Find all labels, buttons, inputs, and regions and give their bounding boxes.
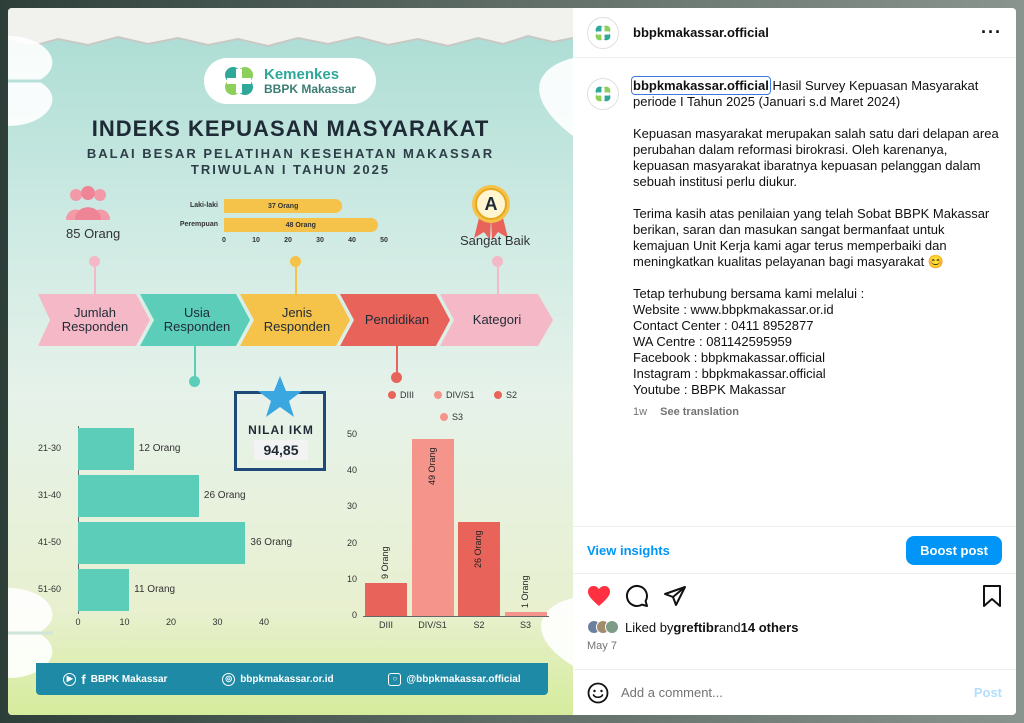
age-bar xyxy=(78,569,129,611)
ikm-value: 94,85 xyxy=(254,440,308,460)
age-category-label: 51-60 xyxy=(38,584,62,594)
avatar[interactable] xyxy=(587,17,619,49)
globe-icon: ◎ xyxy=(222,673,235,686)
education-y-tick: 30 xyxy=(346,501,357,512)
education-legend-dot xyxy=(434,391,442,399)
age-x-tick: 10 xyxy=(119,617,130,627)
contact-line: Youtube : BBPK Makassar xyxy=(633,382,786,397)
contact-line: Contact Center : 0411 8952877 xyxy=(633,318,814,333)
caption-avatar-logo-icon xyxy=(594,85,612,103)
caption-username[interactable]: bbpkmakassar.official xyxy=(633,78,769,93)
age-x-tick: 30 xyxy=(212,617,223,627)
age-category-label: 41-50 xyxy=(38,537,62,547)
gender-x-tick: 10 xyxy=(252,237,260,244)
education-bar xyxy=(505,612,547,616)
instagram-icon: ○ xyxy=(388,673,401,686)
youtube-icon: ▶ xyxy=(63,673,76,686)
age-bar-label: 11 Orang xyxy=(134,584,176,595)
caption-meta xyxy=(633,404,999,420)
age-x-tick: 40 xyxy=(258,617,269,627)
education-bar-label: 26 Orang xyxy=(473,530,483,568)
contact-line: Instagram : bbpkmakassar.official xyxy=(633,366,826,381)
logo-line2: BBPK Makassar xyxy=(264,81,357,96)
gender-x-tick: 0 xyxy=(222,237,226,244)
pin-line-respondents xyxy=(94,264,96,294)
liked-prefix: Liked by xyxy=(625,619,674,635)
education-category-label: DIII xyxy=(378,620,393,630)
liker-avatar xyxy=(605,620,619,634)
infographic-period: TRIWULAN I TAHUN 2025 xyxy=(190,162,391,177)
pin-dot-gender xyxy=(290,256,301,267)
education-legend-item xyxy=(388,390,414,400)
gender-x-tick: 40 xyxy=(348,237,356,244)
gender-x-tick: 30 xyxy=(316,237,324,244)
gender-bar-label: 48 Orang xyxy=(285,221,316,229)
post-age: 1w xyxy=(633,406,648,418)
education-category-label: DIV/S1 xyxy=(418,620,447,630)
education-y-tick: 0 xyxy=(351,610,357,620)
step-pendidikan: Pendidikan xyxy=(364,312,430,327)
boost-post-button[interactable]: Boost post xyxy=(906,536,1002,565)
gender-x-tick: 50 xyxy=(380,237,388,244)
pin-line-gender xyxy=(295,264,297,294)
footer-instagram xyxy=(388,673,520,686)
header-username[interactable]: bbpkmakassar.official xyxy=(633,25,769,40)
share-icon[interactable] xyxy=(663,584,687,608)
education-y-tick: 10 xyxy=(346,573,357,584)
likes-summary[interactable] xyxy=(573,618,1016,636)
caption-avatar[interactable] xyxy=(587,78,619,110)
pin-dot-age xyxy=(189,376,200,387)
post-header xyxy=(573,8,1016,58)
comment-input[interactable] xyxy=(621,685,962,700)
age-x-tick: 20 xyxy=(165,617,176,627)
post-image xyxy=(8,8,573,715)
education-legend-dot xyxy=(388,391,396,399)
education-legend-item xyxy=(434,390,475,400)
age-bar xyxy=(78,522,245,564)
heart-icon[interactable] xyxy=(587,585,611,607)
footer-instagram-text: @bbpkmakassar.official xyxy=(406,673,521,685)
caption-contact xyxy=(633,286,999,398)
liked-user[interactable]: greftibr xyxy=(673,619,719,635)
leaf-decoration-bottom-right xyxy=(523,598,573,668)
post-date: May 7 xyxy=(587,640,617,652)
pin-line-category xyxy=(497,264,499,294)
education-bar-label: 49 Orang xyxy=(426,447,437,485)
bookmark-icon[interactable] xyxy=(982,584,1002,608)
view-insights-link[interactable]: View insights xyxy=(587,542,670,558)
contact-line: Facebook : bbpkmakassar.official xyxy=(633,350,825,365)
pin-line-age xyxy=(194,346,196,380)
post-sidebar xyxy=(573,8,1016,715)
education-category-label: S3 xyxy=(519,620,531,630)
infographic-footer xyxy=(36,663,548,695)
footer-facebook-text: BBPK Makassar xyxy=(90,673,168,685)
step-jumlah-responden: Jumlah Responden xyxy=(61,305,129,334)
ikm-label: NILAI IKM xyxy=(248,423,314,437)
education-category-label: S2 xyxy=(473,620,485,630)
star-icon xyxy=(256,374,304,420)
kemenkes-logo-mark-icon xyxy=(222,64,256,98)
torn-paper-top xyxy=(8,8,573,56)
more-icon[interactable]: ··· xyxy=(981,22,1002,42)
footer-website xyxy=(222,673,333,686)
caption-paragraph-2: Terima kasih atas penilaian yang telah Sobat BBPK Makassar berikan, saran dan masukan sangat bermanfaat untuk kemajuan Unit Kerja kami agar terus memperbaiki dan meningkatkan kualitas pelayanan bagi masyarakat 😊 xyxy=(633,206,990,269)
education-legend-label: DIII xyxy=(400,390,415,400)
footer-website-text: bbpkmakassar.or.id xyxy=(240,673,334,685)
contact-line: WA Centre : 081142595959 xyxy=(633,334,793,349)
age-bar-label: 12 Orang xyxy=(138,443,181,454)
gender-category-label: Laki-laki xyxy=(189,202,218,209)
comment-icon[interactable] xyxy=(625,584,649,608)
age-x-tick: 0 xyxy=(75,617,81,627)
infographic-subtitle: BALAI BESAR PELATIHAN KESEHATAN MAKASSAR xyxy=(86,146,495,161)
pin-dot-respondents xyxy=(89,256,100,267)
age-category-label: 31-40 xyxy=(38,490,62,500)
people-icon xyxy=(64,186,112,222)
category-label: Sangat Baik xyxy=(460,233,531,248)
education-legend-item xyxy=(440,412,463,422)
contact-line: Website : www.bbpkmakassar.or.id xyxy=(633,302,834,317)
gender-bar xyxy=(224,199,342,213)
comment-bar xyxy=(573,669,1016,715)
education-legend-dot xyxy=(494,391,502,399)
step-usia-responden: Usia Responden xyxy=(163,305,231,334)
pin-dot-education xyxy=(391,372,402,383)
action-bar xyxy=(573,574,1016,618)
kemenkes-logo xyxy=(204,58,376,104)
education-axis-line xyxy=(363,616,549,617)
insights-row xyxy=(573,526,1016,574)
avatar-logo-icon xyxy=(594,24,612,42)
education-legend-item xyxy=(494,390,517,400)
education-y-tick: 50 xyxy=(346,429,357,439)
post-comment-button[interactable]: Post xyxy=(973,685,1002,700)
caption-area xyxy=(573,58,1016,526)
education-bar xyxy=(365,583,407,616)
education-legend-dot xyxy=(440,413,448,421)
gender-bar-label: 37 Orang xyxy=(268,202,299,210)
respondents-count: 85 Orang xyxy=(66,226,121,241)
gender-category-label: Perempuan xyxy=(179,221,218,228)
contact-line: Tetap terhubung bersama kami melalui : xyxy=(633,286,865,301)
gender-x-tick: 20 xyxy=(284,237,292,244)
age-bar xyxy=(78,475,199,517)
education-bar-label: 1 Orang xyxy=(519,575,530,609)
footer-facebook xyxy=(63,672,167,687)
category-grade: A xyxy=(484,194,498,214)
caption-head: Hasil Survey Kepuasan Masyarakat periode I Tahun 2025 (Januari s.d Maret 2024) xyxy=(633,78,979,109)
age-bar-label: 36 Orang xyxy=(250,537,293,548)
step-jenis-responden: Jenis Responden xyxy=(263,305,331,334)
emoji-icon[interactable] xyxy=(587,682,609,704)
pin-dot-category xyxy=(492,256,503,267)
logo-line1: Kemenkes xyxy=(264,65,340,83)
infographic-title: INDEKS KEPUASAN MASYARAKAT xyxy=(91,116,490,141)
liked-and: and xyxy=(718,619,741,635)
caption xyxy=(633,78,999,526)
age-bar xyxy=(78,428,134,470)
age-bar-label: 26 Orang xyxy=(203,490,246,501)
see-translation-link[interactable]: See translation xyxy=(660,406,739,418)
facebook-icon: f xyxy=(81,671,86,687)
step-kategori: Kategori xyxy=(472,312,522,327)
education-legend-label: S3 xyxy=(452,412,464,422)
age-category-label: 21-30 xyxy=(38,443,62,453)
education-bar-label: 9 Orang xyxy=(380,546,390,580)
post-modal xyxy=(8,8,1016,715)
education-legend-label: DIV/S1 xyxy=(446,390,475,400)
education-legend-label: S2 xyxy=(506,390,518,400)
gender-bar xyxy=(224,218,378,232)
caption-paragraph-1: Kepuasan masyarakat merupakan salah satu dari delapan area perubahan dalam reformasi birokrasi. Oleh karenanya, kepuasan masyarakat ibaratnya kepuasan pelanggan dalam sebuah institusi perlu diukur. xyxy=(633,126,999,189)
liked-others[interactable]: 14 others xyxy=(740,619,799,635)
education-y-tick: 40 xyxy=(346,465,357,476)
education-y-tick: 20 xyxy=(346,537,357,548)
